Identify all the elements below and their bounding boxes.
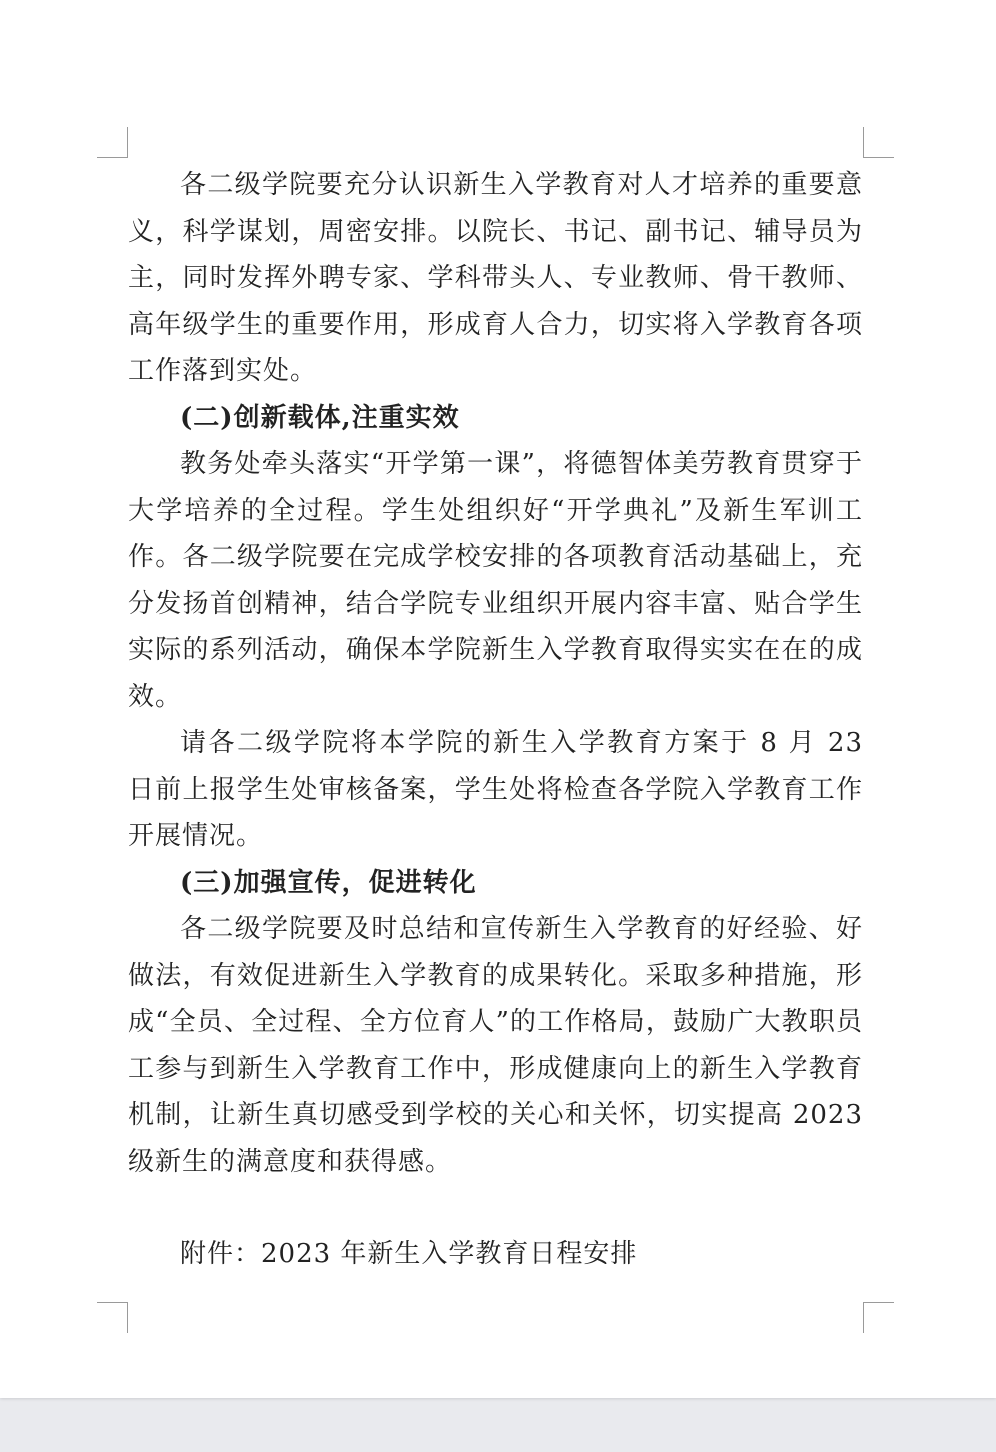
attachment-line: 附件：2023 年新生入学教育日程安排 (180, 1239, 638, 1269)
paragraph-publicity: 各二级学院要及时总结和宣传新生入学教育的好经验、好做法，有效促进新生入学教育的成果转化。采取多种措施，形成“全员、全过程、全方位育人”的工作格局，鼓励广大教职员工参与到新生入学教育工作中，形成健康向上的新生入学教育机制，让新生真切感受到学校的关心和关怀，切实提高 2023 级新生的满意度和获得感。 (128, 914, 863, 1177)
paragraph-report-deadline: 请各二级学院将本学院的新生入学教育方案于 8 月 23 日前上报学生处审核备案，学生处将检查各学院入学教育工作开展情况。 (128, 728, 863, 851)
section-heading-innovate: (二)创新载体,注重实效 (180, 402, 460, 433)
crop-mark-top-right (863, 127, 894, 158)
document-body (128, 162, 863, 1278)
crop-mark-bottom-right (863, 1302, 894, 1333)
section-heading-publicity: (三)加强宣传，促进转化 (180, 867, 477, 898)
paragraph-college-responsibility: 各二级学院要充分认识新生入学教育对人才培养的重要意义，科学谋划，周密安排。以院长、书记、副书记、辅导员为主，同时发挥外聘专家、学科带头人、专业教师、骨干教师、高年级学生的重要作用，形成育人合力，切实将入学教育各项工作落到实处。 (128, 170, 863, 386)
blank-line (128, 1185, 863, 1231)
crop-mark-bottom-left (97, 1302, 128, 1333)
paragraph-first-lesson: 教务处牵头落实“开学第一课”，将德智体美劳教育贯穿于大学培养的全过程。学生处组织好“开学典礼”及新生军训工作。各二级学院要在完成学校安排的各项教育活动基础上，充分发扬首创精神，结合学院专业组织开展内容丰富、贴合学生实际的系列活动，确保本学院新生入学教育取得实实在在的成效。 (128, 449, 863, 712)
crop-mark-top-left (97, 127, 128, 158)
